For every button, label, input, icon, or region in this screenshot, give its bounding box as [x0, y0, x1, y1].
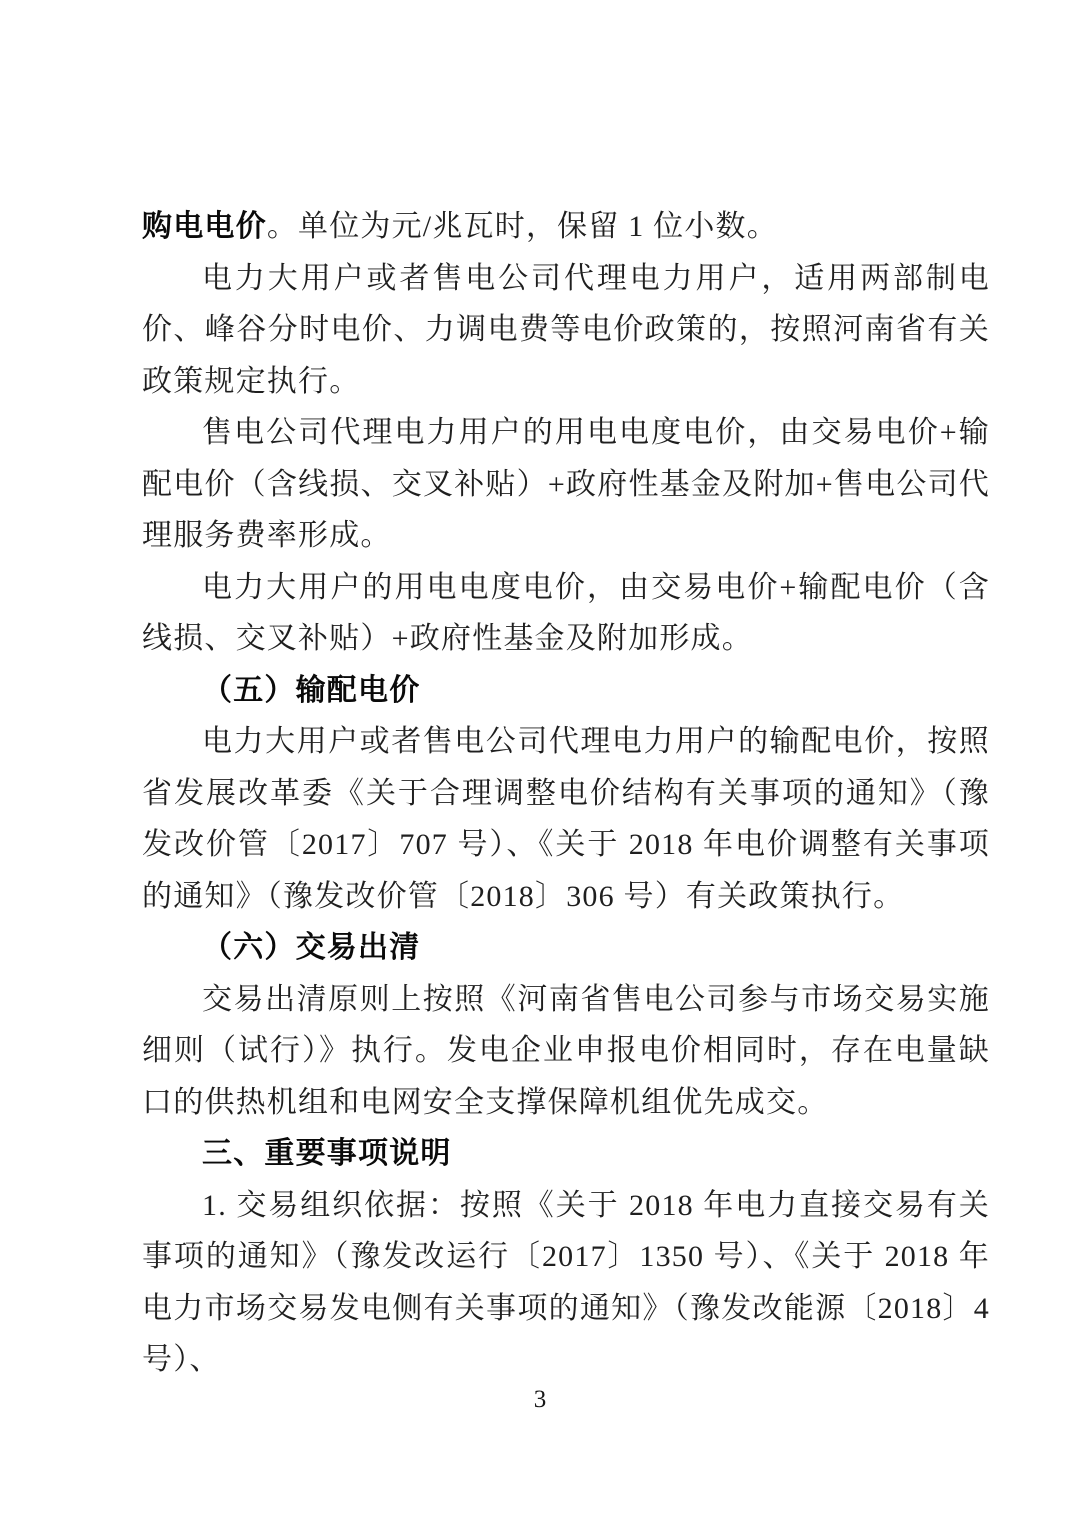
para-transmission-distribution-price-policy: 电力大用户或者售电公司代理电力用户的输配电价，按照省发展改革委《关于合理调整电价结构有关事项的通知》（豫发改价管〔2017〕707 号）、《关于 2018 年电价调整有关事项的通知》（豫发改价管〔2018〕306 号）有关政策执行。 — [142, 725, 990, 913]
heading-section-6-trade-clearing: （六）交易出清 — [202, 931, 421, 964]
para-text: 。单位为元/兆瓦时，保留 1 位小数。 — [266, 210, 778, 243]
para-purchase-price-continuation — [142, 201, 990, 253]
page-footer — [0, 1386, 1080, 1414]
para-retail-company-agency-price: 售电公司代理电力用户的用电电度电价，由交易电价+输配电价（含线损、交叉补贴）+政府性基金及附加+售电公司代理服务费率形成。 — [142, 416, 990, 552]
heading-section-5-transmission-distribution-price: （五）输配电价 — [202, 673, 421, 707]
para-note-1-trade-organization-basis: 1. 交易组织依据：按照《关于 2018 年电力直接交易有关事项的通知》（豫发改运行〔2017〕1350 号）、《关于 2018 年电力市场交易发电侧有关事项的通知》（豫发改能源〔2018〕4 号）、 — [142, 1188, 990, 1376]
para-two-part-tariff-policy: 电力大用户或者售电公司代理电力用户，适用两部制电价、峰谷分时电价、力调电费等电价政策的，按照河南省有关政策规定执行。 — [142, 261, 990, 398]
bold-lead-text: 购电电价 — [142, 210, 267, 243]
page-number: 3 — [533, 1386, 547, 1413]
heading-important-notes: 三、重要事项说明 — [202, 1137, 452, 1170]
document-body — [142, 201, 990, 1386]
para-trade-clearing-rules: 交易出清原则上按照《河南省售电公司参与市场交易实施细则（试行）》执行。发电企业申报电价相同时，存在电量缺口的供热机组和电网安全支撑保障机组优先成交。 — [142, 982, 990, 1119]
para-large-user-price: 电力大用户的用电电度电价，由交易电价+输配电价（含线损、交叉补贴）+政府性基金及附加形成。 — [142, 570, 990, 655]
